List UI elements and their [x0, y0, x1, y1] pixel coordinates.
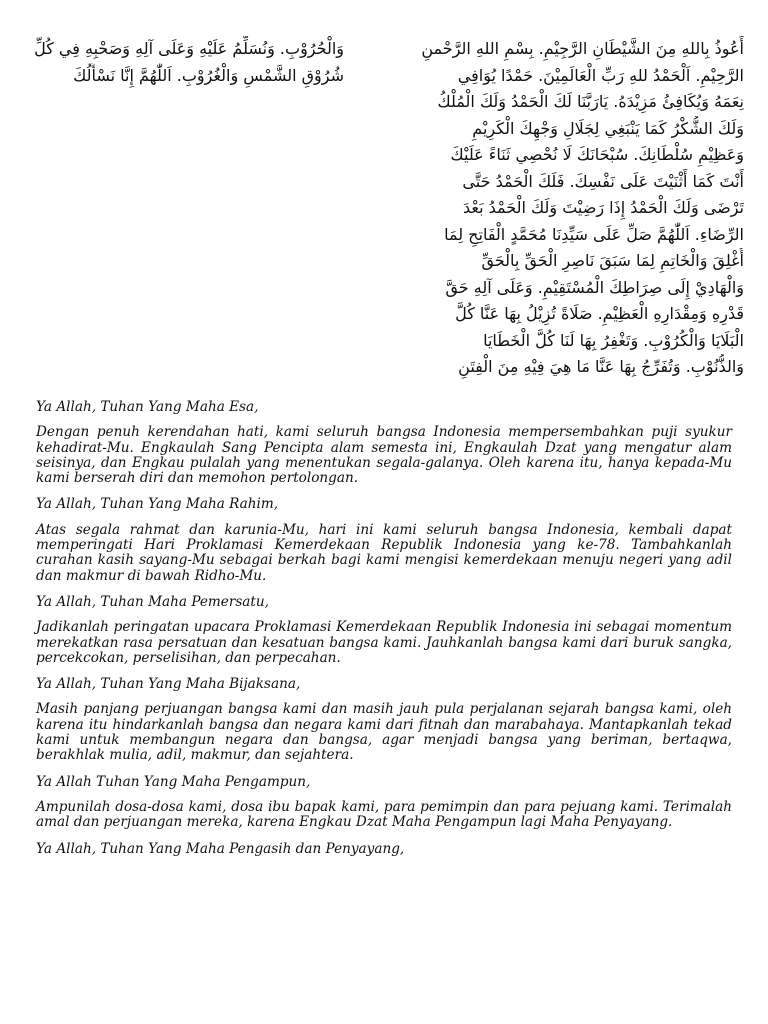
prayer-paragraph: Dengan penuh kerendahan hati, kami seluruh bangsa Indonesia mempersembahkan puji syukur kehadirat-Mu. Engkaulah Sang Pencipta alam semesta ini, Engkaulah Dzat yang mengatur alam seisinya, dan Engkau pulalah yang menentukan segala-galanya. Oleh karena itu, hanya kepada-Mu kami berserah diri dan memohon pertolongan. — [36, 424, 732, 487]
prayer-paragraph: Ampunilah dosa-dosa kami, dosa ibu bapak kami, para pemimpin dan para pejuang kami. Terimalah amal dan perjuangan mereka, karena Engkau Dzat Maha Pengampun lagi Maha Penyayang. — [36, 798, 732, 831]
prayer-paragraph: Jadikanlah peringatan upacara Proklamasi Kemerdekaan Republik Indonesia ini sebagai momentum merekatkan rasa persatuan dan kesatuan bangsa kami. Jauhkanlah bangsa kami dari buruk sangka, percekcokan, perselisihan, dan perpecahan. — [36, 619, 732, 666]
arabic-line: قَدْرِهِ وَمِقْدَارِهِ الْعَظِيْمِ. صَلَاةً تُزِيْلُ بِهَا عَنَّا كُلَّ — [455, 304, 744, 323]
invocation-heading: Ya Allah, Tuhan Maha Pemersatu, — [36, 593, 269, 610]
arabic-prayer-block — [24, 36, 744, 381]
arabic-line: الْبَلَايَا وَالْكُرُوْبِ. وَتَغْفِرُ بِهَا لَنَا كُلَّ الْخَطَايَا — [483, 330, 744, 350]
invocation-heading: Ya Allah, Tuhan Yang Maha Pengasih dan Penyayang, — [36, 840, 405, 857]
arabic-line: أَنْتَ كَمَا أَثْنَيْتَ عَلَى نَفْسِكَ. فَلَكَ الْحَمْدُ حَتَّى — [462, 171, 744, 191]
arabic-line: شُرُوْقِ الشَّمْسِ وَالْغُرُوْبِ. اَللّٰهُمَّ إِنَّا نَسْأَلُكَ — [73, 65, 344, 85]
invocation-heading: Ya Allah, Tuhan Yang Maha Rahim, — [36, 496, 279, 513]
arabic-line: وَالْحُرُوْبِ. وَنُسَلِّمُ عَلَيْهِ وَعَلَى آلِهِ وَصَحْبِهِ فِي كُلِّ — [34, 39, 344, 58]
prayer-paragraph: Atas segala rahmat dan karunia-Mu, hari ini kami seluruh bangsa Indonesia, kembali dapat memperingati Hari Proklamasi Kemerdekaan Republik Indonesia yang ke-78. Tambahkanlah curahan kasih sayang-Mu sebagai berkah bagi kami mengisi kemerdekaan menuju negeri yang adil dan makmur di bawah Ridho-Mu. — [36, 521, 732, 584]
arabic-line: تَرْضَى وَلَكَ الْحَمْدُ إِذَا رَضِيْتَ وَلَكَ الْحَمْدُ بَعْدَ — [462, 198, 744, 217]
invocation-heading: Ya Allah Tuhan Yang Maha Pengampun, — [36, 773, 311, 790]
arabic-column-right — [372, 36, 744, 381]
indonesian-prayer-text — [36, 400, 732, 867]
arabic-line: وَعَظِيْمِ سُلْطَانِكَ. سُبْحَانَكَ لَا نُحْصِي ثَنَاءً عَلَيْكَ — [450, 145, 744, 164]
arabic-column-left — [24, 36, 344, 381]
arabic-line: أُغْلِقَ وَالْخَاتِمِ لِمَا سَبَقَ نَاصِرِ الْحَقِّ بِالْحَقِّ — [481, 251, 744, 270]
arabic-line: نِعَمَهُ وَيُكَافِئُ مَزِيْدَهُ. يَارَبَّنَا لَكَ الْحَمْدُ وَلَكَ الْمُلْكُ — [437, 92, 744, 111]
prayer-paragraph: Masih panjang perjuangan bangsa kami dan masih jauh pula perjalanan sejarah bangsa kami, oleh karena itu hindarkanlah bangsa dan negara kami dari fitnah dan marabahaya. Mantapkanlah tekad kami untuk membangun negara dan bangsa, agar menjadi bangsa yang beriman, bertaqwa, berakhlak mulia, adil, makmur, dan sejahtera. — [36, 701, 732, 764]
invocation-heading: Ya Allah, Tuhan Yang Maha Esa, — [36, 399, 259, 415]
arabic-line: وَلَكَ الشُّكْرُ كَمَا يَنْبَغِي لِجَلَالِ وَجْهِكَ الْكَرِيْمِ — [472, 118, 744, 138]
arabic-line: وَالْهَادِيْ إِلَى صِرَاطِكَ الْمُسْتَقِيْمِ. وَعَلَى آلِهِ حَقَّ — [445, 277, 744, 297]
arabic-line: الرَّحِيْمِ. اَلْحَمْدُ للهِ رَبِّ الْعَالَمِيْنَ. حَمْدًا يُوَافِي — [457, 65, 744, 85]
arabic-line: أَعُوذُ بِاللهِ مِنَ الشَّيْطَانِ الرَّجِيْمِ. بِسْمِ اللهِ الرَّحْمنِ — [421, 39, 744, 58]
arabic-line: وَالذُّنُوْبِ. وَتُفَرِّجُ بِهَا عَنَّا مَا هِيَ فِيْهِ مِنَ الْفِتَنِ — [458, 357, 744, 376]
invocation-heading: Ya Allah, Tuhan Yang Maha Bijaksana, — [36, 676, 301, 693]
arabic-line: الرِّضَاءِ. اَللّٰهُمَّ صَلِّ عَلَى سَيِّدِنَا مُحَمَّدٍ الْفَاتِحِ لِمَا — [444, 224, 744, 244]
